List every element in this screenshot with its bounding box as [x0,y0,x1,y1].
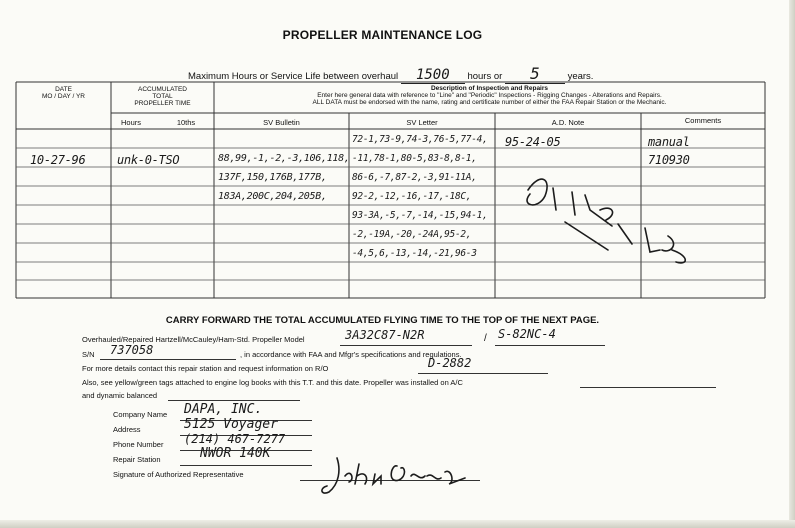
max-hours-value[interactable]: 1500 [401,67,465,84]
header-comments: Comments [684,116,722,125]
header-date-line2: MO / DAY / YR [42,93,85,100]
sn-value[interactable]: 737058 [110,343,154,357]
repair-station-line [180,465,312,466]
header-accumulated [111,86,214,107]
header-tenths: 10ths [176,118,196,127]
entry-sv-bulletin-1[interactable]: 88,99,-1,-2,-3,106,118, [218,153,350,164]
entry-sv-letter-4[interactable]: 92-2,-12,-16,-17,-18C, [352,191,472,202]
entry-ad-note[interactable]: 95-24-05 [505,135,561,149]
entry-comments-2[interactable]: 710930 [648,153,690,167]
header-acc-line1: ACCUMULATED [138,86,187,93]
sn-suffix: , in accordance with FAA and Mfgr's specifications and regulations. [240,350,462,359]
authorized-signature-drawing [315,454,475,496]
header-description [214,85,765,106]
entry-sv-bulletin-3[interactable]: 183A,200C,204,205B, [218,191,327,202]
max-years-label: years. [567,71,594,82]
ro-value[interactable]: D-2882 [428,356,472,370]
model-separator: / [484,333,487,344]
header-desc-line3: ALL DATA must be endorsed with the name, rating and certificate number of either the FAA Repair Station or the Mechanic. [312,99,667,106]
sn-label: S/N [82,350,95,359]
header-desc-line2: Enter here general data with reference to "Line" and "Periodic" Inspections - Rigging Changes - Alterations and Repairs. [317,92,662,99]
company-label: Company Name [113,410,168,419]
entry-sv-letter-2[interactable]: -11,78-1,80-5,83-8,8-1, [352,153,477,164]
model-label: Overhauled/Repaired Hartzell/McCauley/Ham-Std. Propeller Model [82,335,305,344]
header-sv-letter: SV Letter [406,118,438,127]
phone-value[interactable]: (214) 467-7277 [184,432,286,446]
model2-line [495,345,605,346]
repair-station-label: Repair Station [113,455,161,464]
ro-label: For more details contact this repair station and request information on R/O [82,364,329,373]
carry-forward-notice: CARRY FORWARD THE TOTAL ACCUMULATED FLYING TIME TO THE TOP OF THE NEXT PAGE. [165,315,600,326]
header-acc-line2: TOTAL [152,93,173,100]
balanced-line [168,400,300,401]
entry-comments-1[interactable]: manual [648,135,690,149]
company-value[interactable]: DAPA, INC. [184,402,263,417]
entry-sv-letter-6[interactable]: -2,-19A,-20,-24A,95-2, [352,229,472,240]
ro-line [418,373,548,374]
balanced-label: and dynamic balanced [82,391,158,400]
header-ad-note: A.D. Note [551,118,585,127]
max-years-value[interactable]: 5 [505,64,565,84]
max-hours-prefix: Maximum Hours or Service Life between overhaul [188,71,399,82]
repair-station-value[interactable]: NWOR 140K [200,446,271,461]
entry-sv-letter-3[interactable]: 86-6,-7,87-2,-3,91-11A, [352,172,477,183]
signature-label: Signature of Authorized Representative [113,470,244,479]
entry-date[interactable]: 10-27-96 [30,153,86,167]
model-line [340,345,472,346]
aircraft-line [580,387,716,388]
entry-sv-bulletin-2[interactable]: 137F,150,176B,177B, [218,172,327,183]
sn-line [100,359,236,360]
address-label: Address [113,425,141,434]
phone-label: Phone Number [113,440,164,449]
entry-sv-letter-1[interactable]: 72-1,73-9,74-3,76-5,77-4, [352,134,488,145]
header-hours: Hours [120,118,141,127]
entry-sv-letter-5[interactable]: 93-3A,-5,-7,-14,-15,94-1, [352,210,488,221]
address-value[interactable]: 5125 Voyager [184,417,278,432]
header-acc-line3: PROPELLER TIME [134,100,191,107]
entry-total-time[interactable]: unk-0-TSO [117,153,180,167]
installed-line: Also, see yellow/green tags attached to engine log books with this T.T. and this date. Propeller was installed on A/C [82,378,463,387]
max-hours-label: hours or [467,71,503,82]
model-value[interactable]: 3A32C87-N2R [345,328,425,342]
inspector-signature-drawing [527,179,685,263]
model-value-2[interactable]: S-82NC-4 [498,327,556,341]
header-date [16,86,111,100]
header-date-line1: DATE [55,86,72,93]
header-desc-title: Description of Inspection and Repairs [430,85,549,92]
entry-sv-letter-7[interactable]: -4,5,6,-13,-14,-21,96-3 [352,248,477,259]
header-sv-bulletin: SV Bulletin [263,118,300,127]
page-title: PROPELLER MAINTENANCE LOG [282,28,483,42]
